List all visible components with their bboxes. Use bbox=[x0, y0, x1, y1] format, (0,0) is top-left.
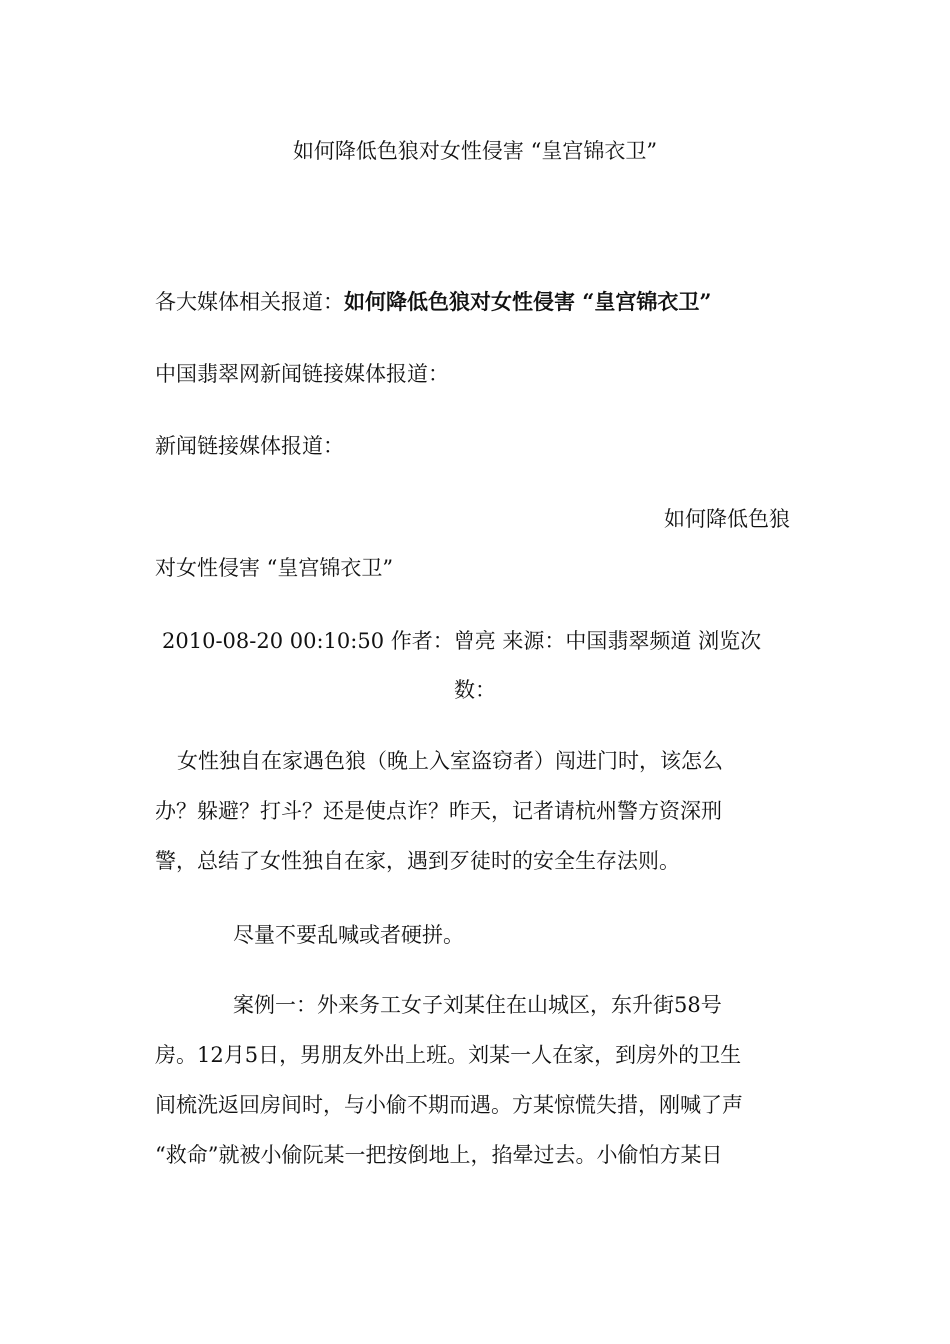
paragraph1-line1: 女性独自在家遇色狼（晚上入室盗窃者）闯进门时，该怎么 bbox=[177, 749, 723, 773]
paragraph3-line4: “救命”就被小偷阮某一把按倒地上，掐晕过去。小偷怕方某日 bbox=[155, 1143, 723, 1167]
media-report-title: 如何降低色狼对女性侵害 “皇宫锦衣卫” bbox=[344, 289, 712, 314]
article-headline-part2: 对女性侵害 “皇宫锦衣卫” bbox=[155, 556, 394, 580]
paragraph1-line2: 办？躲避？打斗？还是使点诈？昨天，记者请杭州警方资深刑 bbox=[155, 799, 722, 823]
paragraph3-line1: 案例一：外来务工女子刘某住在山城区，东升街58号 bbox=[233, 993, 722, 1017]
news-link-report: 新闻链接媒体报道： bbox=[155, 434, 344, 458]
paragraph3-line3: 间梳洗返回房间时，与小偷不期而遇。方某惊慌失措，刚喊了声 bbox=[155, 1093, 743, 1117]
media-report-prefix: 各大媒体相关报道： bbox=[155, 290, 344, 314]
jade-network-report: 中国翡翠网新闻链接媒体报道： bbox=[155, 362, 449, 386]
article-meta-line1: 2010-08-20 00:10:50 作者：曾亮 来源：中国翡翠频道 浏览次 bbox=[162, 629, 762, 653]
media-report-line bbox=[155, 288, 711, 316]
paragraph2: 尽量不要乱喊或者硬拼。 bbox=[233, 923, 464, 947]
document-title: 如何降低色狼对女性侵害 “皇宫锦衣卫” bbox=[292, 139, 658, 163]
paragraph1-line3: 警，总结了女性独自在家，遇到歹徒时的安全生存法则。 bbox=[155, 849, 680, 873]
paragraph3-line2: 房。12月5日，男朋友外出上班。刘某一人在家，到房外的卫生 bbox=[155, 1043, 742, 1067]
article-headline-part1: 如何降低色狼 bbox=[664, 507, 790, 531]
article-meta-line2: 数： bbox=[454, 678, 496, 702]
